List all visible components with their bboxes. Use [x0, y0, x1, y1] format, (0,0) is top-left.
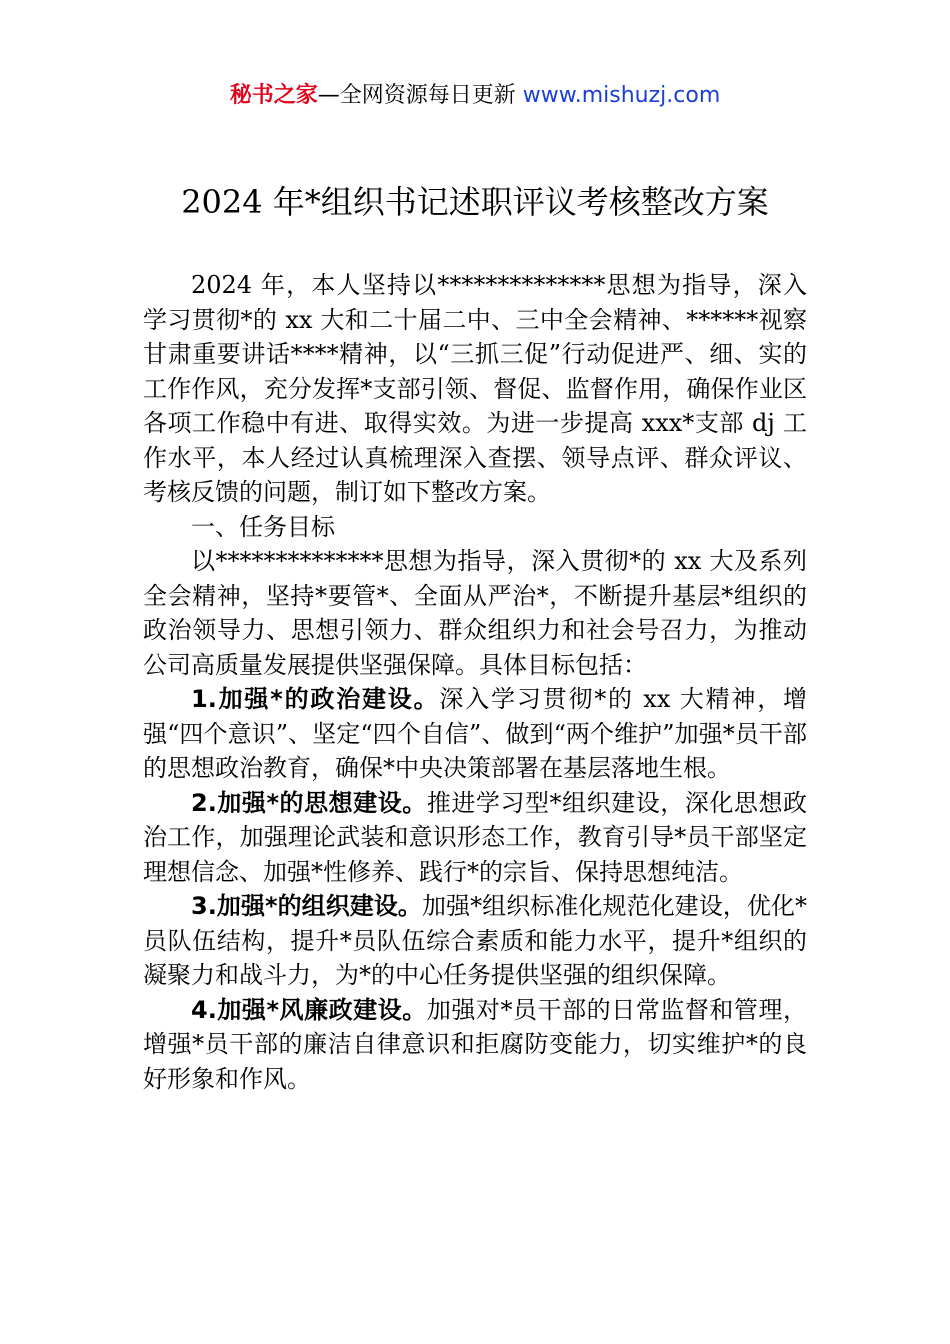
goal-item-heading: 1.加强*的政治建设。	[191, 685, 440, 713]
goal-item	[143, 682, 807, 786]
section-intro-paragraph: 以**************思想为指导，深入贯彻*的 xx 大及系列全会精神，坚持*要管*、全面从严治*，不断提升基层*组织的政治领导力、思想引领力、群众组织力和社会号召力，为推动公司高质量发展提供坚强保障。具体目标包括：	[143, 547, 807, 679]
brand-name: 秘书之家	[229, 83, 318, 108]
goal-item	[143, 786, 807, 890]
section-heading: 一、任务目标	[191, 512, 335, 541]
goal-item-text: 加强对*员干部的日常监督和管理，增强*员干部的廉洁自律意识和拒腐防变能力，切实维护*的良好形象和作风。	[143, 995, 808, 1093]
goal-item-heading: 3.加强*的组织建设。	[191, 892, 422, 920]
header-tagline: —全网资源每日更新	[317, 83, 523, 108]
goal-item-text: 加强*组织标准化规范化建设，优化*员队伍结构，提升*员队伍综合素质和能力水平，提升*组织的凝聚力和战斗力，为*的中心任务提供坚强的组织保障。	[143, 892, 807, 989]
goal-item	[143, 889, 807, 993]
intro-paragraph: 2024 年，本人坚持以**************思想为指导，深入学习贯彻*的 xx 大和二十届二中、三中全会精神、******视察甘肃重要讲话****精神，以“三抓三促”行动促进严、细、实的工作作风，充分发挥*支部引领、督促、监督作用，确保作业区各项工作稳中有进、取得实效。为进一步提高 xxx*支部 dj 工作水平，本人经过认真梳理深入查摆、领导点评、群众评议、考核反馈的问题，制订如下整改方案。	[143, 271, 807, 506]
goal-item-text: 推进学习型*组织建设，深化思想政治工作，加强理论武装和意识形态工作，教育引导*员干部坚定理想信念、加强*性修养、践行*的宗旨、保持思想纯洁。	[143, 788, 808, 886]
document-title: 2024 年*组织书记述职评议考核整改方案	[181, 183, 769, 221]
site-header	[0, 80, 950, 112]
goal-item-heading: 2.加强*的思想建设。	[191, 788, 427, 817]
goal-item-heading: 4.加强*风廉政建设。	[191, 995, 427, 1024]
goal-item-text: 深入学习贯彻*的 xx 大精神，增强“四个意识”、坚定“四个自信”、做到“两个维护”加强*员干部的思想政治教育，确保*中央决策部署在基层落地生根。	[143, 685, 808, 782]
document-body	[143, 268, 807, 1096]
site-url-link[interactable]: www.mishuzj.com	[522, 83, 721, 108]
goal-item	[143, 993, 807, 1097]
